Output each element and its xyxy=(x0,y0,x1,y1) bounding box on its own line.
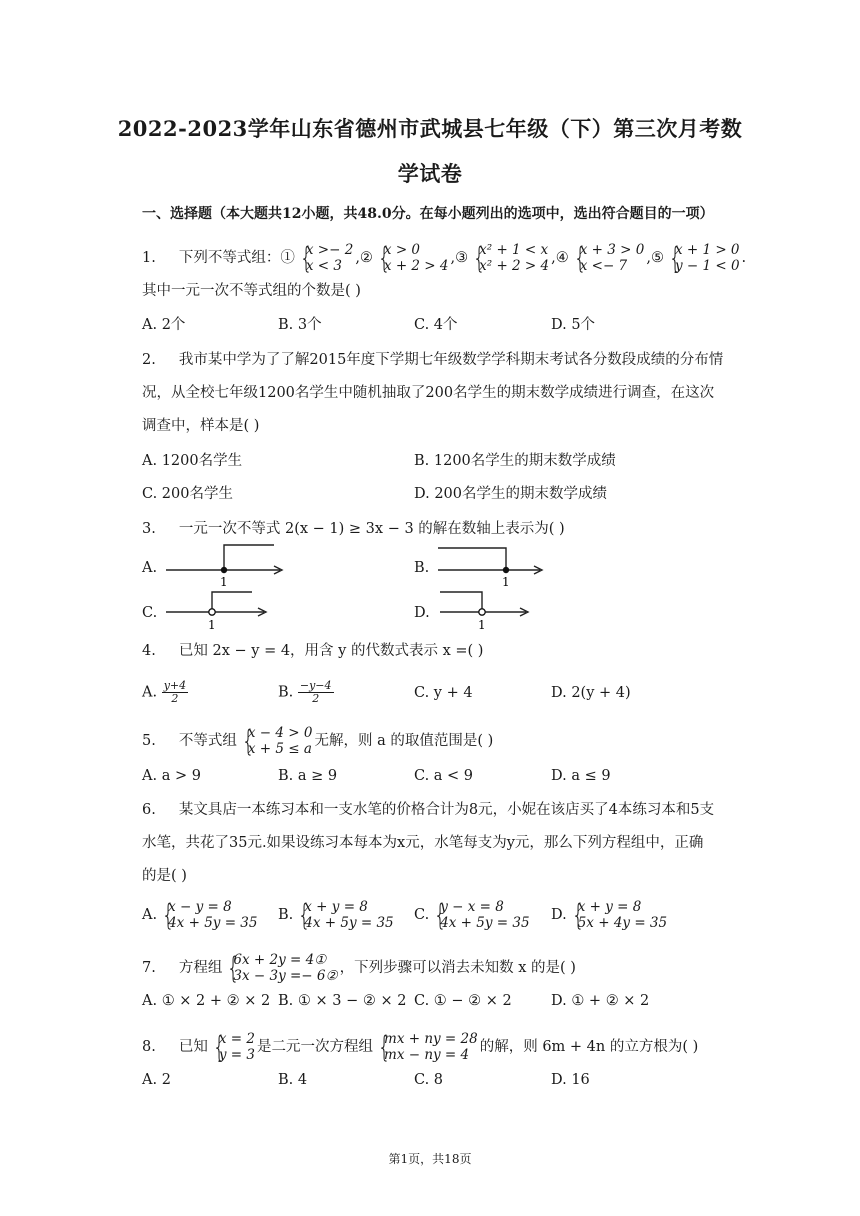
section-heading: 一、选择题（本大题共12小题，共48.0分。在每小题列出的选项中，选出符合题目的一项） xyxy=(142,206,714,222)
question-number: 4. xyxy=(142,643,156,659)
option-b[interactable]: B. ① × 3 − ② × 2 xyxy=(278,993,407,1009)
solid-point xyxy=(221,567,227,573)
option-a[interactable]: A. ① × 2 + ② × 2 xyxy=(142,993,271,1009)
option-d[interactable]: D. 2(y + 4) xyxy=(551,685,631,701)
option-c[interactable]: C. ① − ② × 2 xyxy=(414,993,512,1009)
inequality-system: { x − 4 > 0 x + 5 ≤ a xyxy=(241,724,313,758)
question-number: 8. xyxy=(142,1039,156,1055)
question-text: 某文具店一本练习本和一支水笔的价格合计为8元，小妮在该店买了4本练习本和5支 xyxy=(178,802,715,818)
tick-label: 1 xyxy=(502,575,510,589)
option-a[interactable]: A. 1200名学生 xyxy=(142,453,243,469)
number-line-b xyxy=(434,542,550,590)
tick-label: 1 xyxy=(478,618,486,632)
inequality-system-2: { x > 0 x + 2 > 4 xyxy=(377,241,449,275)
hollow-point xyxy=(479,609,485,615)
inequality-system-4: { x + 3 > 0 x <− 7 xyxy=(573,241,645,275)
number-line-d xyxy=(436,588,536,634)
question-text: 下列不等式组： xyxy=(178,250,281,266)
tick-label: 1 xyxy=(208,618,216,632)
inequality-system-1: { x >− 2 x < 3 xyxy=(299,241,354,275)
inequality-system-3: { x² + 1 < x x² + 2 > 4 xyxy=(472,241,550,275)
question-1: 1. 下列不等式组：① { x >− 2 x < 3 ,② { x > 0 x + 2 > 4 ,③ { x² + 1 < x x² + 2 > 4 ,④ { x + 3 > 0 x <− 7 ,⑤ { x + 1 > 0 y − 1 < 0 . xyxy=(142,241,747,275)
number-line-a xyxy=(162,542,292,590)
option-d[interactable]: D. a ≤ 9 xyxy=(551,768,611,784)
option-b[interactable]: B. a ≥ 9 xyxy=(278,768,338,784)
title-line-1: 2022-2023学年山东省德州市武城县七年级（下）第三次月考数 xyxy=(117,116,743,141)
equation-system: { mx + ny = 28 mx − ny = 4 xyxy=(377,1030,478,1064)
question-number: 1. xyxy=(142,250,156,266)
inequality-system-5: { x + 1 > 0 y − 1 < 0 xyxy=(668,241,740,275)
option-c[interactable]: C. a < 9 xyxy=(414,768,474,784)
option-a[interactable]: A. 2个 xyxy=(142,317,186,333)
question-7: 7. 方程组 { 6x + 2y = 4① 3x − 3y =− 6② ，下列步骤可以消去未知数 x 的是( ) xyxy=(142,951,576,985)
option-a[interactable]: A. a > 9 xyxy=(142,768,201,784)
option-c[interactable]: C. 8 xyxy=(414,1072,444,1088)
question-2-line-2: 况，从全校七年级1200名学生中随机抽取了200名学生的期末数学成绩进行调查，在这次 xyxy=(142,385,715,401)
fraction: $\frac{-y-4}{2}$ xyxy=(299,679,332,705)
option-b[interactable]: B. 3个 xyxy=(278,317,322,333)
question-number: 6. xyxy=(142,802,156,818)
option-c[interactable]: C. y + 4 xyxy=(414,685,473,701)
option-d[interactable]: D. ① + ② × 2 xyxy=(551,993,650,1009)
question-8: 8. 已知 { x = 2 y = 3 是二元一次方程组 { mx + ny = 28 mx − ny = 4 的解，则 6m + 4n 的立方根为( ) xyxy=(142,1030,699,1064)
question-number: 3. xyxy=(142,521,156,537)
title-line-2: 学试卷 xyxy=(397,161,463,186)
question-number: 5. xyxy=(142,733,156,749)
option-c[interactable]: C. xyxy=(142,605,158,621)
option-a[interactable]: A. { x − y = 8 4x + 5y = 35 xyxy=(142,898,258,932)
option-b[interactable]: B. { x + y = 8 4x + 5y = 35 xyxy=(278,898,394,932)
circled-1: ① xyxy=(280,250,295,266)
option-a[interactable]: A. $\frac{y+4}{2}$ xyxy=(142,679,187,705)
option-b[interactable]: B. 1200名学生的期末数学成绩 xyxy=(414,453,616,469)
number-line-c xyxy=(162,588,274,634)
circled-5: ⑤ xyxy=(650,250,664,266)
option-c[interactable]: C. 4个 xyxy=(414,317,458,333)
fraction: $\frac{y+4}{2}$ xyxy=(163,679,187,705)
circled-2: ② xyxy=(359,250,373,266)
option-d[interactable]: D. 16 xyxy=(551,1072,590,1088)
question-2 xyxy=(142,350,723,370)
circled-4: ④ xyxy=(555,250,569,266)
option-d[interactable]: D. xyxy=(414,605,430,621)
option-c[interactable]: C. 200名学生 xyxy=(142,486,233,502)
page-footer: 第1页，共18页 xyxy=(388,1152,472,1166)
question-3 xyxy=(142,519,565,539)
option-d[interactable]: D. 200名学生的期末数学成绩 xyxy=(414,486,608,502)
question-5: 5. 不等式组 { x − 4 > 0 x + 5 ≤ a 无解，则 a 的取值范围是( ) xyxy=(142,724,494,758)
solution-system: { x = 2 y = 3 xyxy=(212,1030,256,1064)
tick-label: 1 xyxy=(220,575,228,589)
question-number: 7. xyxy=(142,960,156,976)
solid-point xyxy=(503,567,509,573)
question-2-line-3: 调查中，样本是( ) xyxy=(142,418,260,434)
question-text: 一元一次不等式 2(x − 1) ≥ 3x − 3 的解在数轴上表示为( ) xyxy=(178,521,565,537)
question-6-line-3: 的是( ) xyxy=(142,868,187,884)
question-text: 已知 2x − y = 4，用含 y 的代数式表示 x =( ) xyxy=(178,643,484,659)
question-text: 我市某中学为了了解2015年度下学期七年级数学学科期末考试各分数段成绩的分布情 xyxy=(178,352,724,368)
question-number: 2. xyxy=(142,352,156,368)
option-b[interactable]: B. 4 xyxy=(278,1072,308,1088)
question-4 xyxy=(142,641,483,661)
option-c[interactable]: C. { y − x = 8 4x + 5y = 35 xyxy=(414,898,530,932)
question-6-line-2: 水笔，共花了35元.如果设练习本每本为x元，水笔每支为y元，那么下列方程组中，正确 xyxy=(142,835,704,851)
option-b[interactable]: B. $\frac{-y-4}{2}$ xyxy=(278,679,332,705)
question-6 xyxy=(142,800,714,820)
hollow-point xyxy=(209,609,215,615)
option-b[interactable]: B. xyxy=(414,560,430,576)
circled-3: ③ xyxy=(455,250,469,266)
option-d[interactable]: D. { x + y = 8 5x + 4y = 35 xyxy=(551,898,668,932)
option-a[interactable]: A. 2 xyxy=(142,1072,171,1088)
option-d[interactable]: D. 5个 xyxy=(551,317,596,333)
option-a[interactable]: A. xyxy=(142,560,158,576)
equation-system: { 6x + 2y = 4① 3x − 3y =− 6② xyxy=(227,951,338,985)
question-1-line-2: 其中一元一次不等式组的个数是( ) xyxy=(142,283,361,299)
